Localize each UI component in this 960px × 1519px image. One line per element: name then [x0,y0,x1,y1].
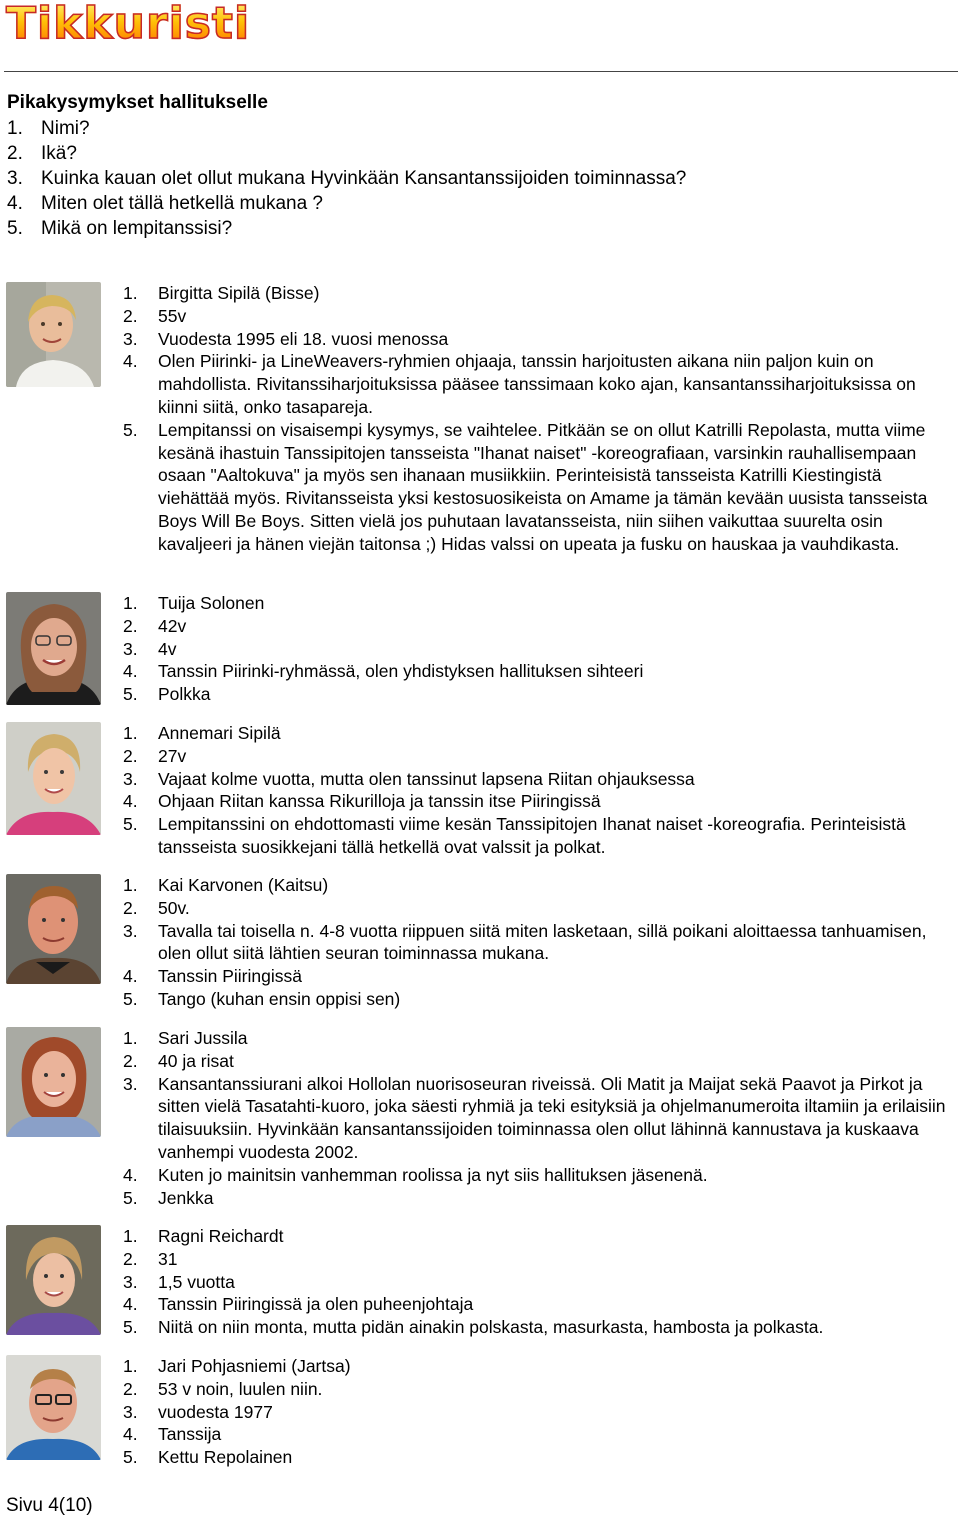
answer-item: 2. 53 v noin, luulen niin. [123,1378,323,1399]
portrait-photo [6,282,101,387]
answer-item: 3. Vajaat kolme vuotta, mutta olen tanssinut lapsena Riitan ohjauksessa [123,768,695,789]
answer-item: 4. Tanssin Piiringissä [123,966,302,987]
answer-item: 1. Tuija Solonen [123,593,265,613]
answer-item: 4. Tanssin Piirinki-ryhmässä, olen yhdistyksen hallituksen sihteeri [123,661,644,682]
answer-item: 5. Niitä on niin monta, mutta pidän ainakin polskasta, masurkasta, hambosta ja polkasta. [123,1317,824,1338]
header-divider [4,71,958,72]
portrait-photo [6,1225,101,1335]
answer-item: 2. 50v. [123,897,190,918]
answer-item: 5. Tango (kuhan ensin oppisi sen) [123,988,401,1009]
portrait-photo [6,592,101,705]
answer-list [123,592,953,706]
answer-item: 4. Kuten jo mainitsin vanhemman roolissa ja nyt siis hallituksen jäsenenä. [123,1164,708,1185]
answer-item: 2. 40 ja risat [123,1050,234,1071]
page-heading: Pikakysymykset hallitukselle [7,92,268,113]
answer-item: 1. Jari Pohjasniemi (Jartsa) [123,1356,351,1376]
question-list [7,116,686,241]
answer-item: 3. Kansantanssiurani alkoi Hollolan nuorisoseuran riveissä. Oli Matit ja Maijat sekä Paavot ja Pirkot ja sitten vielä Tasatahti-kuoro, joka säesti ryhmiä ja teki esityksiä ja ohjelmanumeroita iltamiin ja erilaisiin tilaisuuksiin. Hyvinkään kansantanssijoiden toiminnassa olen ollut lähinnä kannustava ja kuskaava vanhempi vuodesta 2002. [123,1073,946,1162]
portrait-photo [6,722,101,835]
question-item: 4. Miten olet tällä hetkellä mukana ? [7,193,323,214]
site-logo: Tikkuristi [6,0,251,49]
answer-item: 5. Lempitanssini on ehdottomasti viime kesän Tanssipitojen Ihanat naiset -koreografia. Perinteisistä tansseista suosikkejani tällä hetkellä ovat valssit ja polkat. [123,814,906,857]
answer-item: 3. Vuodesta 1995 eli 18. vuosi menossa [123,328,449,349]
answer-item: 4. Olen Piirinki- ja LineWeavers-ryhmien ohjaaja, tanssin harjoitusten aikana niin paljon kuin on mahdollista. Rivitanssiharjoituksissa pääsee tanssimaan koko ajan, kansantanssiharjoituksissa on kiinni siitä, onko tasapareja. [123,351,916,417]
answer-item: 3. 4v [123,638,177,659]
answer-item: 1. Ragni Reichardt [123,1226,284,1246]
answer-item: 2. 55v [123,305,187,326]
answer-item: 1. Annemari Sipilä [123,723,281,743]
answer-list [123,874,953,1011]
portrait-photo [6,1027,101,1137]
answer-item: 5. Jenkka [123,1187,214,1208]
answer-item: 2. 42v [123,615,187,636]
answer-item: 3. 1,5 vuotta [123,1271,235,1292]
answer-item: 2. 31 [123,1248,178,1269]
answer-list [123,722,953,859]
question-item: 2. Ikä? [7,143,77,164]
question-item: 3. Kuinka kauan olet ollut mukana Hyvinkään Kansantanssijoiden toiminnassa? [7,168,687,189]
portrait-photo [6,1355,101,1460]
answer-item: 5. Kettu Repolainen [123,1447,293,1468]
page-number: Sivu 4(10) [6,1495,93,1516]
answer-list [123,1027,953,1209]
answer-item: 5. Polkka [123,684,211,705]
portrait-photo [6,874,101,984]
answer-item: 4. Ohjaan Riitan kanssa Rikurilloja ja tanssin itse Piiringissä [123,791,601,812]
answer-item: 1. Sari Jussila [123,1028,248,1048]
answer-item: 4. Tanssija [123,1424,222,1445]
answer-item: 3. Tavalla tai toisella n. 4-8 vuotta riippuen siitä miten lasketaan, sillä poikani aloittaessa tanhuamisen, olen ollut siitä lähtien seuran toiminnassa mukana. [123,920,927,964]
answer-list [123,282,953,556]
answer-item: 3. vuodesta 1977 [123,1401,273,1422]
answer-item: 5. Lempitanssi on visaisempi kysymys, se vaihtelee. Pitkään se on ollut Katrilli Repolasta, mutta viime kesänä ihastuin Tanssipitojen tansseista "Ihanat naiset" -koreografiaan, varsinkin rauhallisempaan osaan "Aaltokuva" ja myös sen ihanaan musiikkiin. Perinteisistä tansseista Katrilli Kiestingistä viehättää myös. Rivitansseista yksi kestosuosikeista on Amame ja tämän kevään uusista tansseista Boys Will Be Boys. Sitten vielä jos puhutaan lavatansseista, niin siihen vaikuttaa suurelta osin kavaljeeri ja hänen viejän taitonsa ;) Hidas valssi on upeata ja fusku on hauskaa ja vauhdikasta. [123,419,928,554]
answer-item: 1. Birgitta Sipilä (Bisse) [123,283,320,303]
answer-item: 1. Kai Karvonen (Kaitsu) [123,875,329,895]
question-item: 1. Nimi? [7,118,90,139]
answer-list [123,1355,953,1469]
question-item: 5. Mikä on lempitanssisi? [7,218,233,239]
answer-item: 2. 27v [123,745,187,766]
answer-list [123,1225,953,1339]
answer-item: 4. Tanssin Piiringissä ja olen puheenjohtaja [123,1294,474,1315]
